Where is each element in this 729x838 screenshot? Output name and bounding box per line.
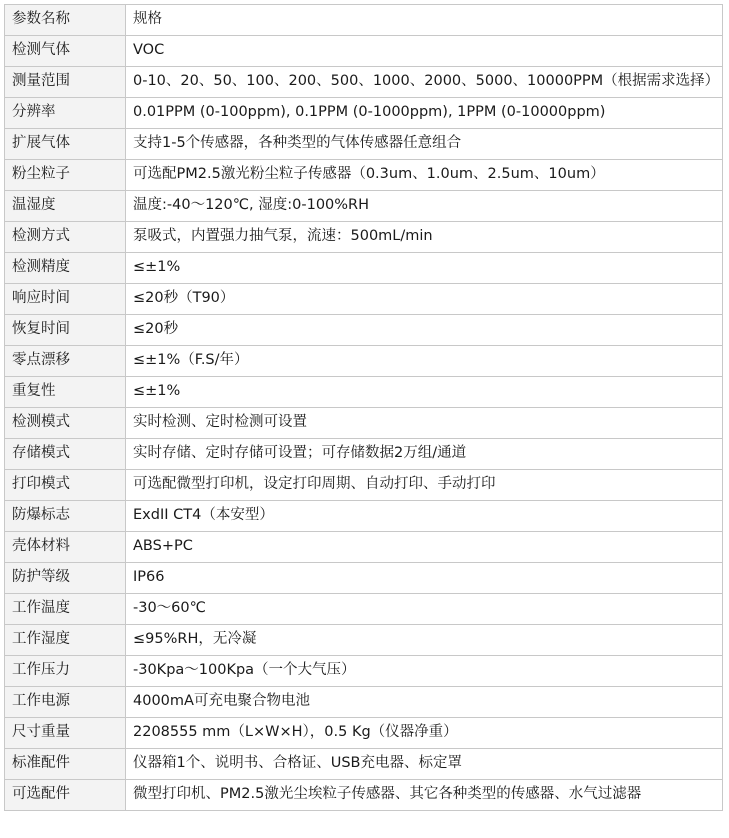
table-row (5, 98, 723, 129)
spec-value-cell: 0-10、20、50、100、200、500、1000、2000、5000、10000PPM（根据需求选择） (126, 67, 723, 98)
table-row (5, 501, 723, 532)
table-row (5, 532, 723, 563)
table-row (5, 563, 723, 594)
spec-value-cell: ≤±1% (126, 377, 723, 408)
table-row (5, 439, 723, 470)
spec-value-cell: 泵吸式，内置强力抽气泵，流速：500mL/min (126, 222, 723, 253)
param-name-cell: 防爆标志 (5, 501, 126, 532)
table-row (5, 749, 723, 780)
spec-value-cell: ≤±1% (126, 253, 723, 284)
table-row (5, 408, 723, 439)
spec-value-cell: VOC (126, 36, 723, 67)
param-name-cell: 恢复时间 (5, 315, 126, 346)
param-name-cell: 工作压力 (5, 656, 126, 687)
param-name-cell: 分辨率 (5, 98, 126, 129)
spec-value-cell: ≤95%RH，无冷凝 (126, 625, 723, 656)
table-row (5, 625, 723, 656)
table-row (5, 160, 723, 191)
spec-value-cell: 可选配PM2.5激光粉尘粒子传感器（0.3um、1.0um、2.5um、10um） (126, 160, 723, 191)
spec-table-body (5, 5, 723, 811)
table-row (5, 284, 723, 315)
table-row (5, 36, 723, 67)
spec-value-cell: ≤±1%（F.S/年） (126, 346, 723, 377)
param-name-cell: 零点漂移 (5, 346, 126, 377)
param-name-cell: 重复性 (5, 377, 126, 408)
param-name-cell: 尺寸重量 (5, 718, 126, 749)
param-name-cell: 工作电源 (5, 687, 126, 718)
spec-value-cell: ABS+PC (126, 532, 723, 563)
param-name-cell: 存储模式 (5, 439, 126, 470)
spec-value-cell: 实时存储、定时存储可设置；可存储数据2万组/通道 (126, 439, 723, 470)
table-row (5, 377, 723, 408)
param-name-cell: 扩展气体 (5, 129, 126, 160)
param-name-cell: 检测精度 (5, 253, 126, 284)
table-row (5, 470, 723, 501)
param-name-cell: 检测模式 (5, 408, 126, 439)
param-name-cell: 测量范围 (5, 67, 126, 98)
spec-value-cell: IP66 (126, 563, 723, 594)
param-name-cell: 工作温度 (5, 594, 126, 625)
table-row (5, 191, 723, 222)
param-name-cell: 工作湿度 (5, 625, 126, 656)
table-row (5, 594, 723, 625)
param-name-cell: 可选配件 (5, 780, 126, 811)
table-header-row (5, 5, 723, 36)
table-row (5, 346, 723, 377)
spec-value-cell: 微型打印机、PM2.5激光尘埃粒子传感器、其它各种类型的传感器、水气过滤器 (126, 780, 723, 811)
spec-value-cell: 可选配微型打印机，设定打印周期、自动打印、手动打印 (126, 470, 723, 501)
param-name-cell: 壳体材料 (5, 532, 126, 563)
spec-value-cell: ExdII CT4（本安型） (126, 501, 723, 532)
spec-value-cell: 仪器箱1个、说明书、合格证、USB充电器、标定罩 (126, 749, 723, 780)
table-row (5, 129, 723, 160)
spec-value-cell: 实时检测、定时检测可设置 (126, 408, 723, 439)
spec-value-cell: 温度:-40～120℃, 湿度:0-100%RH (126, 191, 723, 222)
param-name-cell: 标准配件 (5, 749, 126, 780)
spec-value-cell: 2208555 mm（L×W×H），0.5 Kg（仪器净重） (126, 718, 723, 749)
spec-value-cell: -30Kpa～100Kpa（一个大气压） (126, 656, 723, 687)
spec-value-cell: ≤20秒（T90） (126, 284, 723, 315)
param-name-cell: 粉尘粒子 (5, 160, 126, 191)
table-row (5, 67, 723, 98)
spec-value-cell: -30～60℃ (126, 594, 723, 625)
header-value-cell: 规格 (126, 5, 723, 36)
table-row (5, 656, 723, 687)
table-row (5, 315, 723, 346)
table-row (5, 780, 723, 811)
spec-value-cell: 0.01PPM (0-100ppm), 0.1PPM (0-1000ppm), 1PPM (0-10000ppm) (126, 98, 723, 129)
param-name-cell: 打印模式 (5, 470, 126, 501)
param-name-cell: 防护等级 (5, 563, 126, 594)
spec-table (4, 4, 723, 811)
spec-value-cell: ≤20秒 (126, 315, 723, 346)
param-name-cell: 检测方式 (5, 222, 126, 253)
param-name-cell: 响应时间 (5, 284, 126, 315)
header-param-cell: 参数名称 (5, 5, 126, 36)
spec-value-cell: 4000mA可充电聚合物电池 (126, 687, 723, 718)
table-row (5, 718, 723, 749)
param-name-cell: 温湿度 (5, 191, 126, 222)
param-name-cell: 检测气体 (5, 36, 126, 67)
table-row (5, 222, 723, 253)
table-row (5, 687, 723, 718)
table-row (5, 253, 723, 284)
spec-value-cell: 支持1-5个传感器，各种类型的气体传感器任意组合 (126, 129, 723, 160)
